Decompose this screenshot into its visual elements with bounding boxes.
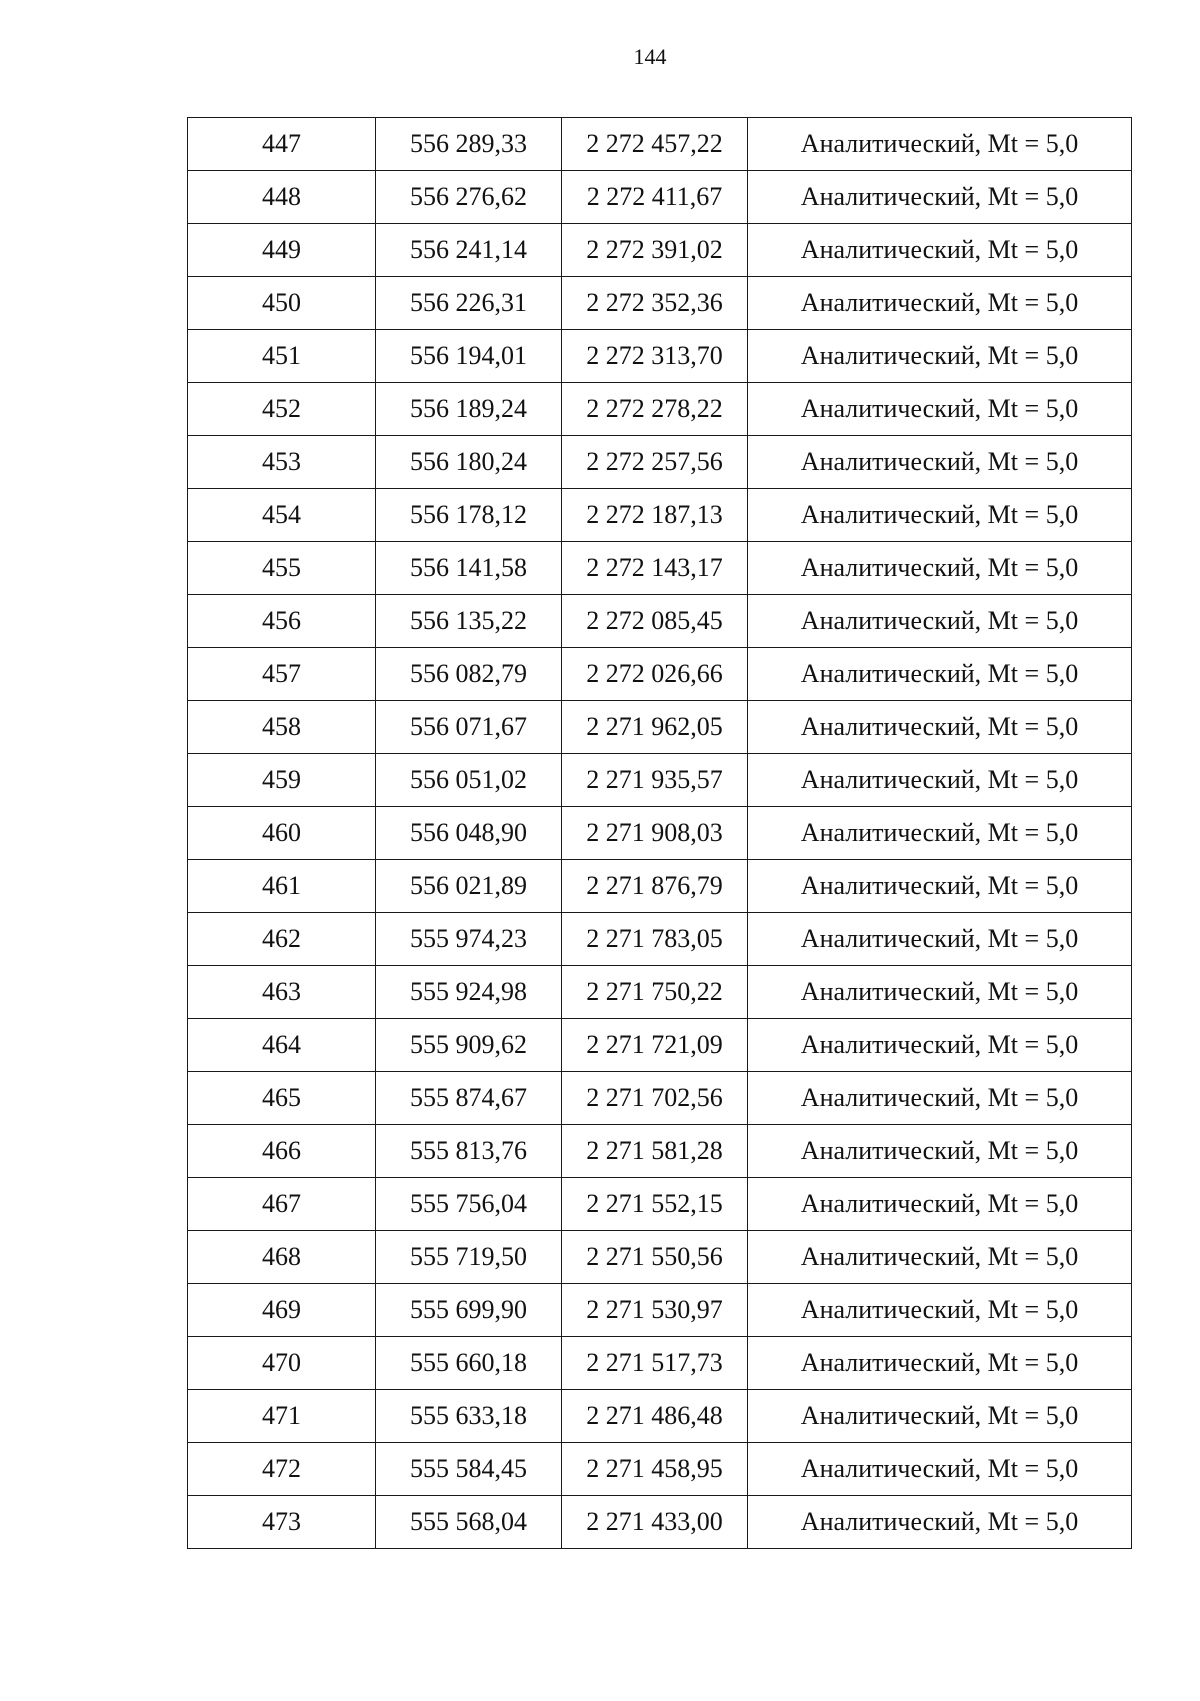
- point-number-cell: 451: [188, 330, 376, 383]
- y-coordinate-cell: 2 271 552,15: [562, 1178, 748, 1231]
- y-coordinate-cell: 2 272 187,13: [562, 489, 748, 542]
- method-cell: Аналитический, Mt = 5,0: [748, 807, 1132, 860]
- y-coordinate-cell: 2 271 530,97: [562, 1284, 748, 1337]
- y-coordinate-cell: 2 272 457,22: [562, 118, 748, 171]
- table-row: [188, 1178, 1132, 1231]
- point-number-cell: 463: [188, 966, 376, 1019]
- y-coordinate-cell: 2 271 783,05: [562, 913, 748, 966]
- x-coordinate-cell: 555 719,50: [376, 1231, 562, 1284]
- x-coordinate-cell: 555 924,98: [376, 966, 562, 1019]
- method-cell: Аналитический, Mt = 5,0: [748, 1390, 1132, 1443]
- y-coordinate-cell: 2 272 278,22: [562, 383, 748, 436]
- x-coordinate-cell: 556 048,90: [376, 807, 562, 860]
- method-cell: Аналитический, Mt = 5,0: [748, 1443, 1132, 1496]
- method-cell: Аналитический, Mt = 5,0: [748, 913, 1132, 966]
- table-row: [188, 648, 1132, 701]
- method-cell: Аналитический, Mt = 5,0: [748, 118, 1132, 171]
- y-coordinate-cell: 2 272 313,70: [562, 330, 748, 383]
- table-row: [188, 1231, 1132, 1284]
- x-coordinate-cell: 555 584,45: [376, 1443, 562, 1496]
- point-number-cell: 461: [188, 860, 376, 913]
- point-number-cell: 453: [188, 436, 376, 489]
- x-coordinate-cell: 556 241,14: [376, 224, 562, 277]
- point-number-cell: 449: [188, 224, 376, 277]
- y-coordinate-cell: 2 271 750,22: [562, 966, 748, 1019]
- method-cell: Аналитический, Mt = 5,0: [748, 171, 1132, 224]
- table-row: [188, 1443, 1132, 1496]
- x-coordinate-cell: 556 180,24: [376, 436, 562, 489]
- point-number-cell: 470: [188, 1337, 376, 1390]
- y-coordinate-cell: 2 271 458,95: [562, 1443, 748, 1496]
- x-coordinate-cell: 556 071,67: [376, 701, 562, 754]
- x-coordinate-cell: 555 660,18: [376, 1337, 562, 1390]
- table-row: [188, 1125, 1132, 1178]
- y-coordinate-cell: 2 271 550,56: [562, 1231, 748, 1284]
- x-coordinate-cell: 555 756,04: [376, 1178, 562, 1231]
- x-coordinate-cell: 555 699,90: [376, 1284, 562, 1337]
- point-number-cell: 467: [188, 1178, 376, 1231]
- y-coordinate-cell: 2 271 962,05: [562, 701, 748, 754]
- method-cell: Аналитический, Mt = 5,0: [748, 701, 1132, 754]
- x-coordinate-cell: 556 141,58: [376, 542, 562, 595]
- method-cell: Аналитический, Mt = 5,0: [748, 966, 1132, 1019]
- x-coordinate-cell: 556 135,22: [376, 595, 562, 648]
- y-coordinate-cell: 2 271 581,28: [562, 1125, 748, 1178]
- point-number-cell: 447: [188, 118, 376, 171]
- y-coordinate-cell: 2 272 257,56: [562, 436, 748, 489]
- table-row: [188, 436, 1132, 489]
- method-cell: Аналитический, Mt = 5,0: [748, 489, 1132, 542]
- table-row: [188, 542, 1132, 595]
- method-cell: Аналитический, Mt = 5,0: [748, 436, 1132, 489]
- method-cell: Аналитический, Mt = 5,0: [748, 860, 1132, 913]
- point-number-cell: 471: [188, 1390, 376, 1443]
- y-coordinate-cell: 2 271 702,56: [562, 1072, 748, 1125]
- method-cell: Аналитический, Mt = 5,0: [748, 1178, 1132, 1231]
- y-coordinate-cell: 2 272 411,67: [562, 171, 748, 224]
- table-row: [188, 913, 1132, 966]
- table-row: [188, 860, 1132, 913]
- method-cell: Аналитический, Mt = 5,0: [748, 1125, 1132, 1178]
- method-cell: Аналитический, Mt = 5,0: [748, 1284, 1132, 1337]
- table-row: [188, 1390, 1132, 1443]
- table-row: [188, 1019, 1132, 1072]
- method-cell: Аналитический, Mt = 5,0: [748, 542, 1132, 595]
- point-number-cell: 473: [188, 1496, 376, 1549]
- method-cell: Аналитический, Mt = 5,0: [748, 1072, 1132, 1125]
- method-cell: Аналитический, Mt = 5,0: [748, 648, 1132, 701]
- x-coordinate-cell: 555 568,04: [376, 1496, 562, 1549]
- y-coordinate-cell: 2 272 352,36: [562, 277, 748, 330]
- method-cell: Аналитический, Mt = 5,0: [748, 330, 1132, 383]
- method-cell: Аналитический, Mt = 5,0: [748, 595, 1132, 648]
- y-coordinate-cell: 2 272 391,02: [562, 224, 748, 277]
- x-coordinate-cell: 556 194,01: [376, 330, 562, 383]
- x-coordinate-cell: 556 276,62: [376, 171, 562, 224]
- y-coordinate-cell: 2 272 143,17: [562, 542, 748, 595]
- y-coordinate-cell: 2 271 908,03: [562, 807, 748, 860]
- table-row: [188, 595, 1132, 648]
- point-number-cell: 448: [188, 171, 376, 224]
- y-coordinate-cell: 2 271 935,57: [562, 754, 748, 807]
- x-coordinate-cell: 555 909,62: [376, 1019, 562, 1072]
- table-row: [188, 1284, 1132, 1337]
- y-coordinate-cell: 2 272 085,45: [562, 595, 748, 648]
- point-number-cell: 472: [188, 1443, 376, 1496]
- table-row: [188, 489, 1132, 542]
- point-number-cell: 468: [188, 1231, 376, 1284]
- x-coordinate-cell: 555 874,67: [376, 1072, 562, 1125]
- point-number-cell: 465: [188, 1072, 376, 1125]
- table-row: [188, 701, 1132, 754]
- method-cell: Аналитический, Mt = 5,0: [748, 383, 1132, 436]
- point-number-cell: 457: [188, 648, 376, 701]
- table-row: [188, 118, 1132, 171]
- table-row: [188, 807, 1132, 860]
- x-coordinate-cell: 556 226,31: [376, 277, 562, 330]
- point-number-cell: 452: [188, 383, 376, 436]
- table-row: [188, 966, 1132, 1019]
- point-number-cell: 460: [188, 807, 376, 860]
- point-number-cell: 459: [188, 754, 376, 807]
- point-number-cell: 455: [188, 542, 376, 595]
- table-row: [188, 1337, 1132, 1390]
- x-coordinate-cell: 556 178,12: [376, 489, 562, 542]
- y-coordinate-cell: 2 271 876,79: [562, 860, 748, 913]
- table-row: [188, 224, 1132, 277]
- y-coordinate-cell: 2 271 517,73: [562, 1337, 748, 1390]
- point-number-cell: 469: [188, 1284, 376, 1337]
- point-number-cell: 464: [188, 1019, 376, 1072]
- x-coordinate-cell: 556 289,33: [376, 118, 562, 171]
- coordinates-table-body: [188, 118, 1132, 1549]
- point-number-cell: 462: [188, 913, 376, 966]
- point-number-cell: 454: [188, 489, 376, 542]
- page-number: 144: [633, 44, 667, 69]
- x-coordinate-cell: 556 051,02: [376, 754, 562, 807]
- table-row: [188, 1496, 1132, 1549]
- method-cell: Аналитический, Mt = 5,0: [748, 1019, 1132, 1072]
- method-cell: Аналитический, Mt = 5,0: [748, 277, 1132, 330]
- method-cell: Аналитический, Mt = 5,0: [748, 1496, 1132, 1549]
- method-cell: Аналитический, Mt = 5,0: [748, 1231, 1132, 1284]
- method-cell: Аналитический, Mt = 5,0: [748, 224, 1132, 277]
- table-row: [188, 330, 1132, 383]
- x-coordinate-cell: 555 974,23: [376, 913, 562, 966]
- point-number-cell: 456: [188, 595, 376, 648]
- table-row: [188, 277, 1132, 330]
- point-number-cell: 458: [188, 701, 376, 754]
- x-coordinate-cell: 555 633,18: [376, 1390, 562, 1443]
- table-row: [188, 171, 1132, 224]
- method-cell: Аналитический, Mt = 5,0: [748, 1337, 1132, 1390]
- coordinates-table: [187, 117, 1132, 1549]
- x-coordinate-cell: 556 021,89: [376, 860, 562, 913]
- table-row: [188, 383, 1132, 436]
- point-number-cell: 466: [188, 1125, 376, 1178]
- table-row: [188, 754, 1132, 807]
- method-cell: Аналитический, Mt = 5,0: [748, 754, 1132, 807]
- x-coordinate-cell: 555 813,76: [376, 1125, 562, 1178]
- point-number-cell: 450: [188, 277, 376, 330]
- table-row: [188, 1072, 1132, 1125]
- x-coordinate-cell: 556 082,79: [376, 648, 562, 701]
- y-coordinate-cell: 2 272 026,66: [562, 648, 748, 701]
- y-coordinate-cell: 2 271 486,48: [562, 1390, 748, 1443]
- x-coordinate-cell: 556 189,24: [376, 383, 562, 436]
- y-coordinate-cell: 2 271 721,09: [562, 1019, 748, 1072]
- y-coordinate-cell: 2 271 433,00: [562, 1496, 748, 1549]
